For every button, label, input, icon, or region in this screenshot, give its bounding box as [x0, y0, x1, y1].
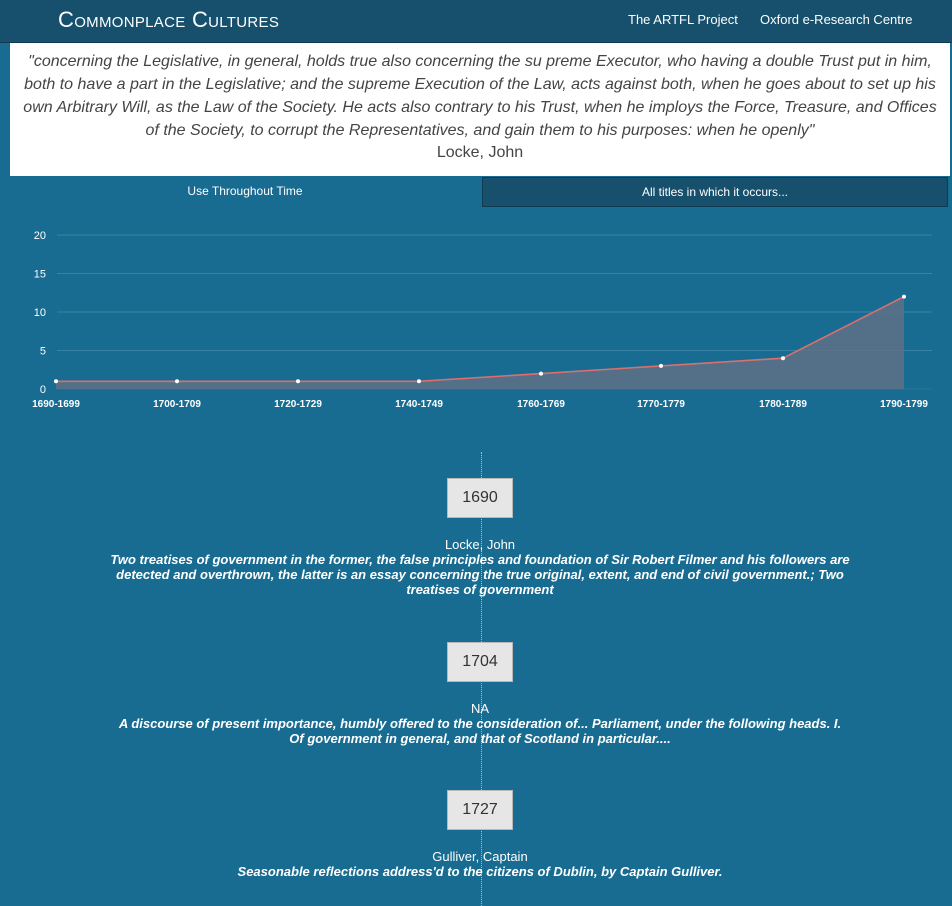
data-point — [902, 295, 906, 299]
year-box-1690[interactable]: 1690 — [447, 478, 513, 518]
timeline-entry — [110, 849, 850, 879]
x-tick-label: 1760-1769 — [517, 399, 565, 410]
x-tick-label: 1740-1749 — [395, 399, 443, 410]
series-area — [56, 297, 904, 389]
tab-bar — [10, 177, 950, 207]
quote-text: "concerning the Legislative, in general, holds true also concerning the su preme Executor, who having a double Trust put in him, both to have a part in the Legislative; and the supreme Execution of the Law, acts against both, when he goes about to set up his own Arbitrary Will, as the Law of the Society. He acts also contrary to his Trust, when he imploys the Force, Treasure, and Offices of the Society, to corrupt the Representatives, and gain them to his purposes: when he openly" — [23, 53, 937, 139]
x-tick-label: 1790-1799 — [880, 399, 928, 410]
data-point — [54, 379, 58, 383]
data-point — [296, 379, 300, 383]
data-point — [539, 372, 543, 376]
timeline-entry — [110, 701, 850, 746]
entry-title[interactable]: A discourse of present importance, humbly offered to the consideration of... Parliament, under the following heads. I. Of government in general, and that of Scotland in particular.... — [118, 716, 842, 746]
navbar — [0, 0, 952, 43]
nav-link-artfl-project[interactable]: The ARTFL Project — [628, 12, 738, 27]
x-tick-label: 1700-1709 — [153, 399, 201, 410]
data-point — [781, 356, 785, 360]
data-point — [659, 364, 663, 368]
tab-use-throughout-time[interactable]: Use Throughout Time — [10, 177, 480, 207]
usage-over-time-chart — [0, 215, 952, 420]
year-box-1727[interactable]: 1727 — [447, 790, 513, 830]
year-box-1704[interactable]: 1704 — [447, 642, 513, 682]
nav-link-oxford-eresearch[interactable]: Oxford e-Research Centre — [760, 12, 913, 27]
data-point — [175, 379, 179, 383]
x-tick-label: 1720-1729 — [274, 399, 322, 410]
x-tick-label: 1770-1779 — [637, 399, 685, 410]
entry-author: NA — [470, 701, 490, 716]
tab-all-titles[interactable]: All titles in which it occurs... — [482, 177, 948, 207]
quote-author: Locke, John — [436, 144, 524, 161]
data-point — [417, 379, 421, 383]
site-brand[interactable]: Commonplace Cultures — [58, 7, 280, 32]
x-tick-label: 1780-1789 — [759, 399, 807, 410]
entry-author: Gulliver, Captain — [432, 849, 528, 864]
x-tick-label: 1690-1699 — [32, 399, 80, 410]
entry-title[interactable]: Seasonable reflections address'd to the citizens of Dublin, by Captain Gulliver. — [237, 864, 723, 879]
quote-panel — [10, 43, 950, 176]
y-tick-label: 10 — [33, 307, 46, 319]
y-tick-label: 0 — [39, 384, 46, 396]
entry-author: Locke, John — [444, 537, 516, 552]
y-tick-label: 15 — [33, 268, 46, 281]
y-tick-label: 5 — [39, 345, 46, 358]
timeline-entry — [110, 537, 850, 597]
entry-title[interactable]: Two treatises of government in the former, the false principles and foundation of Sir Robert Filmer and his followers are detected and overthrown, the latter is an essay concerning the true original, extent, and end of civil government.; Two treatises of government — [110, 552, 850, 597]
y-tick-label: 20 — [33, 230, 46, 242]
